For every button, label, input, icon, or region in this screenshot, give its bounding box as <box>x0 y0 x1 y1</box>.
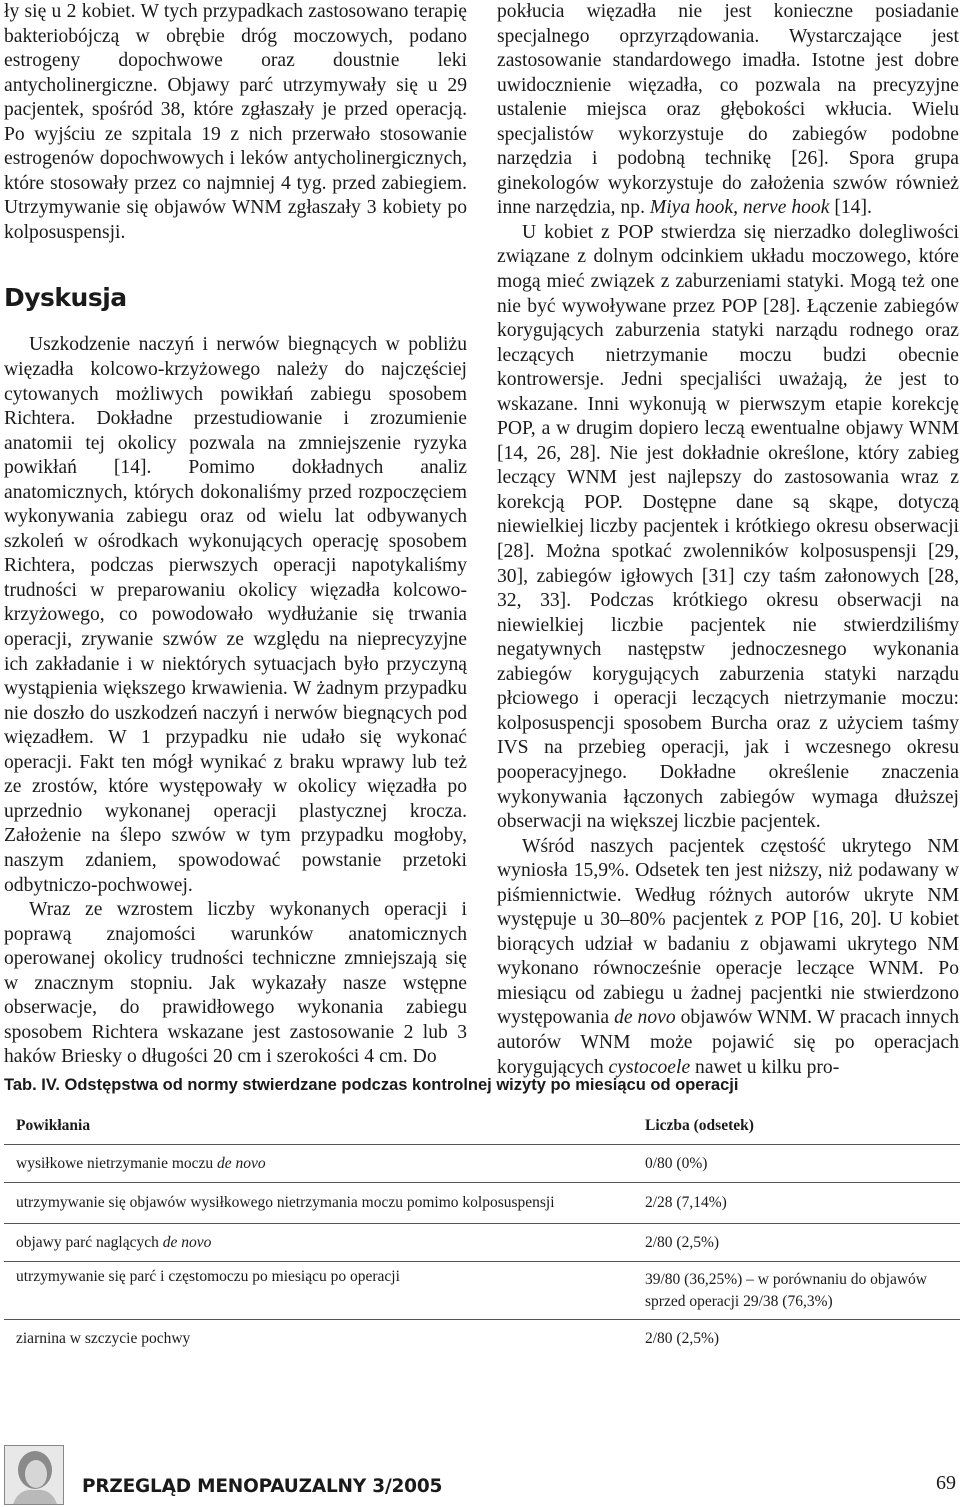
table-cell <box>4 1330 638 1348</box>
table-header-row <box>4 1107 960 1145</box>
table-cell-text: wysiłkowe nietrzymanie moczu <box>16 1154 218 1172</box>
journal-cover-image <box>4 1445 64 1505</box>
table-title: Tab. IV. Odstępstwa od normy stwierdzane podczas kontrolnej wizyty po miesiącu od operacji <box>4 1076 739 1094</box>
table-cell <box>4 1194 638 1212</box>
right-para-3-italic-2: cystocoele <box>608 1056 691 1078</box>
table-cell-text: ziarnina w szczycie pochwy <box>16 1329 191 1347</box>
table-row <box>4 1320 960 1357</box>
left-para-2: Uszkodzenie naczyń i nerwów biegnących w pobliżu więzadła kolcowo-krzyżowego należy do najczęściej cytowanych możliwych powikłań zabiegu sposobem Richtera. Dokładne przestudiowanie i zrozumienie anatomii tej okolicy pozwala na zmniejszenie ryzyka powikłań [14]. Pomimo dokładnych analiz anatomicznych, których dokonaliśmy przed rozpoczęciem wykonywania zabiegu oraz od wielu lat odbywanych szkoleń w ośrodkach wykonujących operację sposobem Richtera, podczas pierwszych operacji napotykaliśmy trudności w preparowaniu okolicy więzadła kolcowo-krzyżowego, co powodowało wydłużanie się trwania operacji, zrywanie szwów ze względu na nieprecyzyjne ich zakładanie i w niektórych sytuacjach było przyczyną wystąpienia większego krwawienia. W żadnym przypadku nie doszło do uszkodzeń naczyń i nerwów biegnących pod więzadłem. W 1 przypadku nie udało się wykonać operacji. Fakt ten mógł wynikać z braku wprawy lub też ze zrostów, które występowały w okolicy więzadła po uprzednio wykonanej operacji plastycznej krocza. Założenie na ślepo szwów w tym przypadku mogłoby, naszym zdaniem, spowodować powstanie przetoki odbytniczo-pochwowej. <box>4 334 467 896</box>
table-cell: 2/80 (2,5%) <box>645 1329 720 1347</box>
left-para-1: ły się u 2 kobiet. W tych przypadkach zastosowano terapię bakteriobójczą w obrębie dróg moczowych, podano estrogeny dopochwowe oraz doustnie leki antycholinergiczne. Objawy parć utrzymywały się u 29 pacjentek, spośród 38, które zgłaszały je przed operacją. Po wyjściu ze szpitala 19 z nich przerwało stosowanie estrogenów dopochwowych i leków antycholinergicznych, które stosowały przez co najmniej 4 tyg. przed zabiegiem. Utrzymywanie się objawów WNM zgłaszały 3 kobiety po kolposuspensji. <box>4 1 467 243</box>
right-para-1-italic: Miya hook, nerve hook <box>649 197 830 219</box>
right-para-3-italic-1: de novo <box>614 1007 676 1029</box>
table-row <box>4 1145 960 1183</box>
table-row <box>4 1183 960 1224</box>
right-para-3-b: objawów WNM. W pracach innych autorów WNM może pojawić się po operacjach korygujących <box>497 1007 959 1078</box>
table-cell-italic: de novo <box>162 1233 212 1251</box>
table-cell <box>4 1234 638 1252</box>
table-header-col-2: Liczba (odsetek) <box>645 1116 754 1134</box>
left-column <box>4 0 467 1070</box>
right-para-3-a: Wśród naszych pacjentek częstość ukrytego NM wyniosła 15,9%. Odsetek ten jest niższy, niż podawany w piśmiennictwie. Według różnych autorów ukryte NM występuje u 30–80% pacjentek z POP [16, 20]. U kobiet biorących udział w badaniu z objawami ukrytego NM wykonano równocześnie operacje leczące WNM. Po miesiącu od zabiegu u żadnej pacjentki nie stwierdzono występowania <box>497 835 959 1029</box>
right-para-2: U kobiet z POP stwierdza się nierzadko dolegliwości związane z dolnym odcinkiem układu moczowego, które mogą mieć związek z zaburzeniami statyki. Mogą też one nie być wywoływane przez POP [28]. Łączenie zabiegów korygujących zaburzenia statyki narządu rodnego oraz leczących nietrzymanie moczu budzi obecnie kontrowersje. Jedni specjaliści uważają, że jest to wskazane. Inni wykonują w pierwszym etapie korekcję POP, a w drugim dopiero leczą ewentualne objawy WNM [14, 26, 28]. Nie jest dokładnie określone, który zabieg leczący WNM jest najlepszy do zastosowania wraz z korekcją POP. Dostępne dane są skąpe, dotyczą niewielkiej liczby pacjentek i krótkiego okresu obserwacji [28]. Można spotkać zwolenników kolposuspensji [29, 30], zabiegów igłowych [31] czy taśm załonowych [28, 32, 33]. Podczas krótkiego okresu obserwacji na niewielkiej liczbie pacjentek nie stwierdziliśmy negatywnych następstw jednoczesnego wykonania zabiegów korygujących zaburzenia statyki narządu płciowego i operacji leczących nietrzymanie moczu: kolposuspencji sposobem Burcha oraz z użyciem taśmy IVS na przebieg operacji, jak i wczesnego okresu pooperacyjnego. Dokładne określenie znaczenia wykonywania łączonych zabiegów wymaga dłuższej obserwacji na większej liczbie pacjentek. <box>497 221 959 833</box>
right-para-1 <box>497 0 959 221</box>
page-number: 69 <box>936 1472 956 1494</box>
results-table <box>4 1107 960 1357</box>
table-row <box>4 1224 960 1262</box>
table-cell <box>4 1262 638 1286</box>
right-column <box>497 0 959 1080</box>
table-cell-italic: de novo <box>217 1154 266 1172</box>
right-para-3 <box>497 835 959 1080</box>
table-cell: 39/80 (36,25%) – w porównaniu do objawów sprzed operacji 29/38 (76,3%) <box>645 1270 927 1310</box>
table-cell-text: utrzymywanie się objawów wysiłkowego nietrzymania moczu pomimo kolposuspensji <box>16 1194 555 1211</box>
table-cell <box>4 1155 638 1173</box>
right-para-1-end: [14]. <box>829 197 872 219</box>
table-cell: 2/28 (7,14%) <box>645 1194 727 1211</box>
table-cell-text: objawy parć naglących <box>16 1233 163 1251</box>
table-cell: 0/80 (0%) <box>645 1154 708 1172</box>
table-cell: 2/80 (2,5%) <box>645 1233 720 1251</box>
left-para-3: Wraz ze wzrostem liczby wykonanych operacji i poprawą znajomości warunków anatomicznych operowanej okolicy trudności techniczne zmniejszają się w znacznym stopniu. Jak wykazały nasze wstępne obserwacje, do prawidłowego wykonania zabiegu sposobem Richtera wskazane jest zastosowanie 2 lub 3 haków Briesky o długości 20 cm i szerokości 4 cm. Do <box>4 899 467 1068</box>
section-heading: Dyskusja <box>4 283 127 313</box>
right-para-1-text: pokłucia więzadła nie jest konieczne posiadanie specjalnego oprzyrządowania. Wystarczające jest zastosowanie standardowego imadła. Istotne jest dobre uwidocznienie więzadła, co pozwala na precyzyjne ustalenie miejsca oraz głębokości wkłucia. Wielu specjalistów wykorzystuje do zabiegów podobne narzędzia i podobną technikę [26]. Spora grupa ginekologów wykorzystuje do założenia szwów również inne narzędzia, np. <box>497 1 959 219</box>
portrait-illustration <box>5 1446 63 1504</box>
journal-name: PRZEGLĄD MENOPAUZALNY 3/2005 <box>82 1476 443 1497</box>
table-row <box>4 1262 960 1320</box>
right-para-3-c: nawet u kilku pro- <box>690 1056 840 1078</box>
table-cell-text: utrzymywanie się parć i częstomoczu po miesiącu po operacji <box>16 1268 400 1285</box>
table-header-col-1: Powikłania <box>16 1116 91 1134</box>
